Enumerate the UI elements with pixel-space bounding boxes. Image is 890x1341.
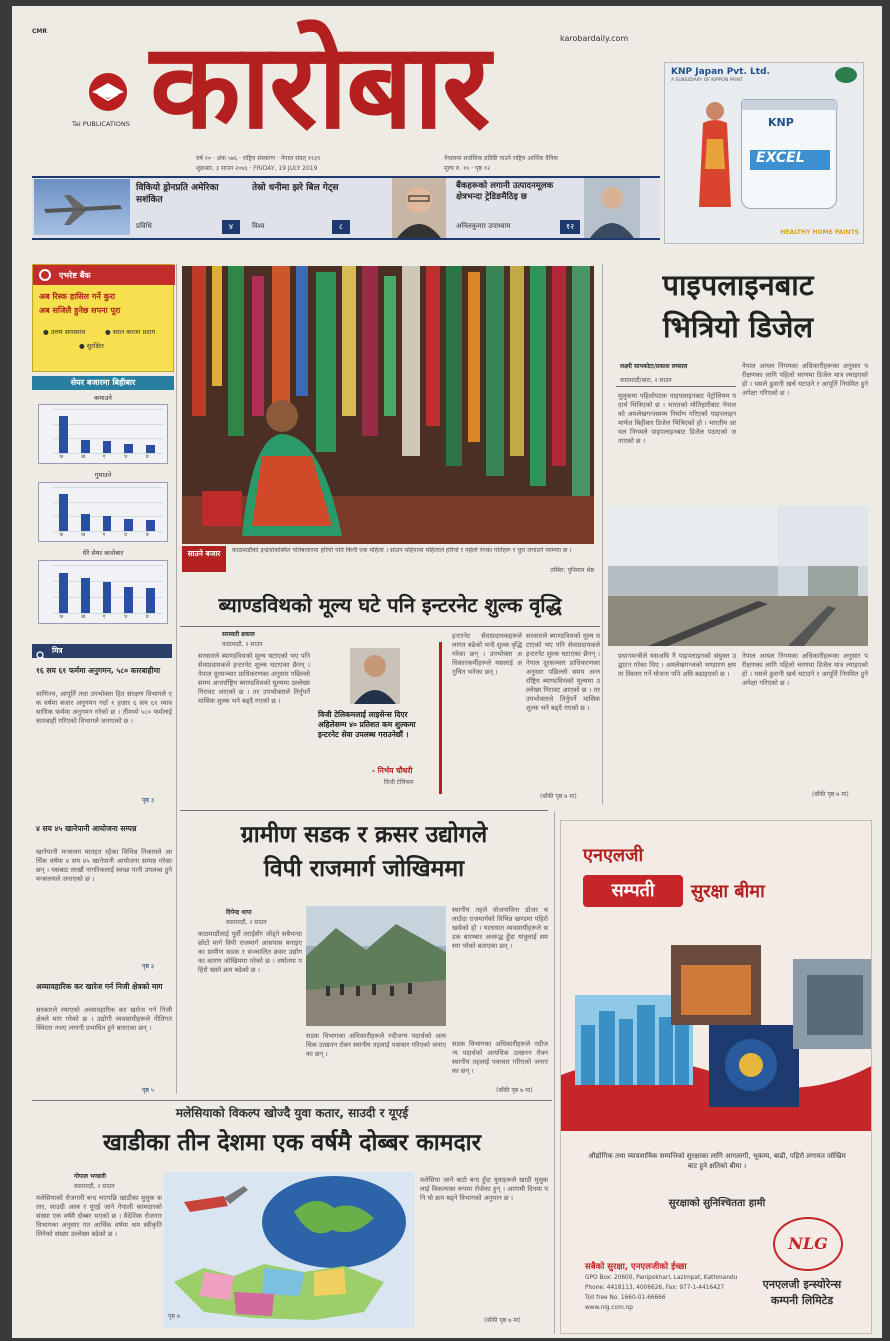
paint-can: [741, 99, 837, 209]
road-body-2b: सडक विभागका अधिकारीहरूले नदीजन्य पदार्थको अत्यधिक उत्खनन रोक्न स्थानीय तहलाई पत्राचार गरिएको जनाएका छन् ।: [452, 1040, 548, 1075]
road-body-1: काठमाडौंलाई पूर्वी तराईसँग जोड्ने सबैभन्दा छोटो मार्ग विपी राजमार्ग आसपास बनाइएका ग्रामीण सडक र सञ्चालित क्रसर उद्योगका कारण जोखिममा परेको छ । वर्षातमा पहिरो खस्ने क्रम बढेको छ ।: [198, 930, 302, 974]
diesel-body-3: प्रधानमन्त्रीले यसअघि नै पाइपलाइनको संयुक्त उद्घाटन गरेका थिए । अमलेखगन्जको भण्डारण क्षमता विस्तार गर्ने योजना पनि अघि बढाइएको छ ।: [618, 652, 736, 678]
nlg-address: GPO Box: 20600, Panipokhari, Lazimpat, Kathmandu: [585, 1275, 738, 1281]
newspaper-page: [12, 6, 882, 1338]
photo-caption: काठमाडौंको इन्द्रचोकस्थित पोतेबजारमा हरियो पोते किन्दै एक महिला । साउन महिनामा महिलाले हरियो र पहेंलो रंगका पोतेहरू र चुरा लगाउने परम्परा छ ।: [232, 547, 572, 554]
knp-paint-ad[interactable]: [664, 62, 864, 244]
bandwidth-body-1: सरकारले ब्याण्डविथको मूल्य घटाएको भए पनि सेवाप्रदायकले इन्टरनेट शुल्क घटाएका छैनन् । नेपाल दूरसञ्चार प्राधिकरणका अनुसार पछिल्लो समय अन्तर्राष्ट्रिय ब्याण्डविथको मूल्यमा उल्लेख्य गिरावट आएको छ । तर उपभोक्ताले तिर्नुपर्ने मासिक शुल्क भने बढ्दै गएको छ ।: [198, 652, 310, 705]
chart-bar: [124, 444, 133, 453]
knp-brand: KNP Japan Pvt. Ltd.: [671, 67, 770, 77]
chart-tick-label: क: [59, 614, 64, 620]
chart-gridline: [53, 409, 163, 410]
bandwidth-body-2: इन्टरनेट सेवाप्रदायकहरूले लागत बढेको भन्दै शुल्क वृद्धि गरेका छन् । उपभोक्ता अधिकारकर्मीहरूले यसलाई अनुचित भनेका छन् ।: [452, 632, 522, 676]
teaser-2-section: विश्व: [252, 222, 265, 230]
masthead-title: कारोबार: [150, 16, 489, 155]
chart-bar: [124, 587, 133, 613]
road-body-2: स्थानीय तहले योजनाविना डोजर चलाउँदा राजमार्गको विभिन्न खण्डमा पहिरो खसेको हो । यातायात व्यवसायीहरूले सडक बारम्बार अवरुद्ध हुँदा यात्रुलाई समस्या परेको बताएका छन् ।: [452, 906, 548, 950]
bill-gates-photo: [392, 178, 446, 238]
chart-bar: [146, 445, 155, 453]
diesel-body-2: नेपाल आयल निगमका अधिकारीहरूका अनुसार परीक्षणका लागि पहिलो चरणमा डिजेल मात्र ल्याइएको हो । यसले ढुवानी खर्च घटाउने र आपूर्ति नियमित हुने अपेक्षा गरिएको छ ।: [742, 362, 868, 397]
road-byline: दिपेन्द्र थापा: [226, 909, 252, 916]
chart-tick-label: ख: [81, 454, 86, 460]
diesel-byline: लक्ष्मी सापकोटा/प्रकाश लम्साल: [620, 363, 688, 370]
chart-gridline: [53, 502, 163, 503]
chart-bar: [103, 516, 112, 531]
brief-1-page[interactable]: पृष्ठ ३: [142, 797, 154, 804]
chart-tick-label: ङ: [145, 454, 150, 460]
road-continued[interactable]: (बाँकी पृष्ठ ७ मा): [496, 1087, 533, 1094]
brief-3-title[interactable]: अव्यावहारिक कर खारेज गर्न निजी क्षेत्रको माग: [36, 982, 163, 991]
teaser-1-title[interactable]: विकियो ड्रोनप्रति अमेरिका सशंकित: [136, 183, 219, 205]
pipeline-depot-photo: [608, 506, 868, 646]
edition-line: वर्ष १० · अंक ५७६ · राष्ट्रिय संस्करण · नेपाल संवत् ११३९: [196, 155, 321, 162]
gulf-body-1: मलेसियाको रोजगारी बन्द भएपछि खाडीका मुलुक कतार, साउदी अरब र यूएई जाने नेपाली कामदारको संख्या एक वर्षमै दोब्बर भएको छ । वैदेशिक रोजगार विभागका अनुसार गत आर्थिक वर्षमा श्रम स्वीकृति लिनेको संख्या उल्लेख्य बढेको छ ।: [36, 1194, 162, 1238]
chart-gridline: [53, 565, 163, 566]
road-dateline: काठमाडौं, २ साउन: [226, 919, 267, 926]
nlg-product-b: सुरक्षा बीमा: [691, 881, 765, 902]
chart-2-title: गुमाउने: [94, 471, 112, 479]
chart-bar: [81, 440, 90, 453]
gulf-byline: गोपाल भण्डारी: [74, 1173, 106, 1180]
quote-name: - निर्भय चौधरी: [372, 766, 413, 775]
bead-stall-icon: [182, 266, 594, 544]
date-line: शुक्रबार, ३ साउन २०७६ · FRIDAY, 19 JULY 2019: [196, 165, 318, 172]
bird-logo-icon: [78, 66, 138, 128]
mountain-road-icon: [306, 906, 446, 1026]
bank-bullet-2: ● सरल करजा प्रदाय: [105, 328, 156, 336]
brief-2-page[interactable]: पृष्ठ ३: [142, 963, 154, 970]
teaser-3-section: अनिलकुमार उपाध्याय: [456, 222, 511, 230]
teaser-1-section: प्रविधि: [136, 222, 152, 230]
bandwidth-continued[interactable]: (बाँकी पृष्ठ ७ मा): [540, 793, 577, 800]
chart-bar: [59, 494, 68, 531]
bank-bullet-2-text: सरल करजा प्रदाय: [112, 328, 156, 336]
oil-tank-icon: [608, 506, 868, 646]
chart-tick-label: घ: [124, 454, 128, 460]
diesel-headline-line-2: भित्रियो डिजेल: [662, 310, 814, 344]
brief-3-body: सरकारले ल्याएको अव्यावहारिक कर खारेज गर्न निजी क्षेत्रले माग गरेको छ । उद्योगी व्यवसायीहरूले नीतिगत स्थिरता नभए लगानी प्रभावित हुने बताएका छन् ।: [36, 1006, 172, 1032]
diesel-body-2b: नेपाल आयल निगमका अधिकारीहरूका अनुसार परीक्षणका लागि पहिलो चरणमा डिजेल मात्र ल्याइएको हो । यसले ढुवानी खर्च घटाउने र आपूर्ति नियमित हुने अपेक्षा गरिएको छ ।: [742, 652, 868, 687]
knp-slogan: HEALTHY HOME PAINTS: [780, 229, 859, 236]
portrait-icon: [392, 178, 446, 238]
chart-bar: [59, 416, 68, 453]
bank-logo-icon: [39, 269, 51, 281]
teaser-2-title[interactable]: तेस्रो धनीमा झरे बिल गेट्स: [252, 183, 339, 193]
most-traded-chart: [38, 560, 168, 624]
gulf-headline: खाडीका तीन देशमा एक वर्षमै दोब्बर कामदार: [102, 1130, 482, 1156]
gulf-body-2: मलेसिया जाने बाटो बन्द हुँदा युवाहरूले खाडी मुलुकलाई विकल्पका रूपमा रोजेका हुन् । आगामी दिनमा पनि यो क्रम बढ्ने विभागको अनुमान छ ।: [420, 1176, 548, 1202]
chart-bar: [59, 573, 68, 613]
chart-bar: [81, 514, 90, 531]
gulf-kicker: मलेसियाको विकल्प खोज्दै युवा कतार, साउदी र यूएई: [175, 1106, 409, 1120]
factory-buildings-icon: [561, 925, 872, 1131]
brief-3-page[interactable]: पृष्ठ ५: [142, 1087, 154, 1094]
woman-figure-icon: [697, 99, 733, 209]
chart-bar: [103, 441, 112, 453]
bandwidth-headline: ब्याण्डविथको मूल्य घटे पनि इन्टरनेट शुल्क वृद्धि: [218, 593, 562, 617]
nlg-slogan: सुरक्षाको सुनिश्चितता हामी: [668, 1198, 766, 1209]
chart-1-title: कमाउने: [94, 394, 112, 402]
pull-quote-box: [312, 642, 442, 794]
teaser-3-title[interactable]: बैंकहरूको लगानी उत्पादनमूलक क्षेत्रभन्दा ट्रेडिङमैठिइ छ: [456, 181, 554, 202]
bead-market-photo: [182, 266, 594, 544]
migration-map-graphic: [164, 1172, 414, 1328]
nlg-body: औद्योगिक तथा व्यावसायिक सम्पत्तिको सुरक्षाका लागि आगलागी, भूकम्प, बाढी, पहिरो लगायत जोखिमबाट हुने क्षतिको बीमा ।: [588, 1152, 846, 1170]
nlg-phone: Phone: 4418113, 4006626, Fax: 977-1-4416427: [585, 1285, 725, 1291]
publisher-logo: [78, 66, 138, 128]
diesel-headline: [608, 264, 868, 348]
nepal-world-map-icon: [164, 1172, 414, 1328]
person-icon: [350, 648, 400, 704]
chart-tick-label: ङ: [145, 532, 150, 538]
road-headline: [180, 818, 548, 886]
author-photo: [584, 178, 640, 238]
gulf-dateline: काठमाडौं, २ साउन: [74, 1183, 115, 1190]
chart-bar: [146, 520, 155, 531]
chart-tick-label: क: [59, 532, 64, 538]
chart-tick-label: ग: [102, 454, 106, 460]
chart-tick-label: ङ: [145, 614, 150, 620]
chart-tick-label: ग: [102, 614, 106, 620]
excel-product: EXCEL: [750, 150, 830, 170]
nlg-tag: सबैको सुरक्षा, एनएलजीको ईच्छा: [585, 1262, 687, 1272]
diesel-dateline: काठमाडौं/बारा, २ साउन: [620, 377, 672, 384]
brief-1-title[interactable]: १६ सय ६१ फर्ममा अनुगमन, ५८० कारबाहीमा: [36, 666, 161, 675]
pull-quote-text: विजी टेलिकमलाई लाइसेन्स दिएर अहिलेसम्म ४० प्रतिशत कम शुल्कमा इन्टरनेट सेवा उपलब्ध गराउनेछौं ।: [318, 710, 416, 739]
drone-photo: [34, 179, 130, 235]
chart-bar: [81, 578, 90, 613]
losers-chart: [38, 482, 168, 542]
chart-gridline: [53, 487, 163, 488]
bank-bullet-3-text: सुरक्षित: [86, 342, 104, 350]
road-headline-line-1: ग्रामीण सडक र क्रसर उद्योगले: [240, 822, 488, 848]
bandwidth-byline: सरस्वती ढकाल: [222, 631, 255, 638]
chart-gridline: [53, 438, 163, 439]
knp-sub: A SUBSIDIARY OF NIPPON PAINT: [671, 78, 743, 83]
gulf-map-page[interactable]: पृष्ठ ७: [168, 1313, 180, 1320]
teaser-2-page: ८: [332, 220, 350, 234]
nlg-company: एनएलजी इन्स्योरेन्स: [762, 1278, 842, 1291]
diesel-continued[interactable]: (बाँकी पृष्ठ ७ मा): [812, 791, 849, 798]
chart-bar: [103, 582, 112, 613]
road-headline-line-2: विपी राजमार्ग जोखिममा: [263, 856, 465, 882]
gainers-chart: [38, 404, 168, 464]
person-icon: [584, 178, 640, 238]
chart-tick-label: घ: [124, 614, 128, 620]
nlg-tollfree: Toll free No. 1660-01-66666: [585, 1295, 666, 1301]
brief-1-body: वाणिज्य, आपूर्ति तथा उपभोक्ता हित संरक्षण विभागले एक वर्षमा बजार अनुगमन गर्दा १ हजार ६ सय ६१ व्यावसायिक फर्ममा अनुगमन गरेको छ । तीमध्ये ५८० फर्मलाई कारबाही गरिएको विभागले जनाएको छ ।: [36, 690, 172, 725]
chart-bar: [124, 519, 133, 531]
tagline: नेपालमा सर्वाधिक प्रविष्टि पाउने राष्ट्रिय आर्थिक दैनिक: [444, 155, 559, 162]
price-line: मूल्य रु. १० · पृष्ठ १२: [444, 165, 491, 172]
quote-role: विजी टेलिकम: [384, 779, 414, 786]
publisher-name: Tai PUBLICATIONS: [72, 120, 130, 128]
chart-tick-label: ग: [102, 532, 106, 538]
chart-tick-label: क: [59, 454, 64, 460]
paint-can-label: KNP: [768, 116, 794, 129]
bank-name: एभरेष्ट बैंक: [33, 265, 175, 285]
chart-tick-label: ख: [81, 614, 86, 620]
diesel-headline-line-1: पाइपलाइनबाट: [662, 268, 814, 302]
nlg-website[interactable]: www.nlg.com.np: [585, 1305, 633, 1311]
corner-code: CMR: [32, 28, 47, 35]
nlg-product-a: सम्पती: [583, 875, 683, 907]
bank-bullet-1: ● उत्तम साथसाथ: [43, 328, 86, 336]
bank-line-1: अब रिस्क हासिल गर्ने कुरा: [39, 292, 116, 301]
bank-line-2: अब सजिलै हुनेछ सपना पूरा: [39, 306, 121, 315]
site-url[interactable]: karobardaily.com: [560, 34, 629, 43]
briefs-heading: मित्र: [32, 644, 172, 658]
nlg-insurance-ad[interactable]: [560, 820, 872, 1334]
photo-credit: तस्बिर: पुनिमान श्रेष्ठ: [550, 567, 594, 574]
diesel-body-1: मुलुकमा पहिलोपटक पाइपलाइनबाट पेट्रोलियम पदार्थ भित्रिएको छ । भारतको मोतिहारीबाट नेपालको अमलेखगन्जसम्म निर्माण गरिएको पाइपलाइनमार्फत बिहीबार डिजेल भित्रिएको हो । भारतीय आयल निगमले पाइपलाइनबाट डिजेल पठाएको जनाएको छ ।: [618, 392, 736, 445]
leaf-badge-icon: [835, 67, 857, 83]
nlg-logo: NLG: [773, 1217, 843, 1271]
photo-tag: साउने बजार: [182, 546, 226, 572]
teaser-3-page: १२: [560, 220, 580, 234]
chart-tick-label: घ: [124, 532, 128, 538]
nlg-collage: [561, 925, 872, 1131]
teaser-1-page: ४: [222, 220, 240, 234]
brief-2-body: खानेपानी मन्त्रालय मातहत रहेका विभिन्न निकायले आर्थिक वर्षमा ४ सय ४५ खानेपानी आयोजना सम्पन्न गरेका छन् । यसबाट लाखौं नागरिकलाई स्वच्छ पानी उपलब्ध हुने मन्त्रालयले जनाएको छ ।: [36, 848, 172, 883]
search-icon: [36, 646, 46, 656]
bandwidth-dateline: काठमाडौं, २ साउन: [222, 641, 263, 648]
highway-landslide-photo: [306, 906, 446, 1026]
bandwidth-body-1b: सरकारले ब्याण्डविथको मूल्य घटाएको भए पनि सेवाप्रदायकले इन्टरनेट शुल्क घटाएका छैनन् । नेपाल दूरसञ्चार प्राधिकरणका अनुसार पछिल्लो समय अन्तर्राष्ट्रिय ब्याण्डविथको मूल्यमा उल्लेख्य गिरावट आएको छ । तर उपभोक्ताले तिर्नुपर्ने मासिक शुल्क भने बढ्दै गएको छ ।: [526, 632, 600, 712]
chart-gridline: [53, 424, 163, 425]
bank-bullet-3: ● सुरक्षित: [79, 342, 104, 350]
chart-tick-label: ख: [81, 532, 86, 538]
everest-bank-ad[interactable]: [32, 264, 174, 372]
gulf-continued[interactable]: (बाँकी पृष्ठ ७ मा): [484, 1317, 521, 1324]
drone-icon: [34, 179, 130, 235]
bank-bullet-1-text: उत्तम साथसाथ: [50, 328, 86, 336]
chart-3-title: धेरै सेयर कारोबार: [82, 549, 124, 557]
nlg-company-2: कम्पनी लिमिटेड: [770, 1294, 834, 1307]
chart-bar: [146, 588, 155, 613]
brief-2-title[interactable]: ४ सय ४५ खानेपानी आयोजना सम्पन्न: [36, 824, 137, 833]
nlg-brand-top: एनएलजी: [583, 845, 644, 866]
quote-person-photo: [350, 648, 400, 704]
share-market-heading: सेयर बजारमा बिहीबार: [32, 376, 174, 390]
road-body-3: सडक विभागका अधिकारीहरूले नदीजन्य पदार्थको अत्यधिक उत्खनन रोक्न स्थानीय तहलाई पत्राचार गरिएको जनाएका छन् ।: [306, 1032, 446, 1058]
